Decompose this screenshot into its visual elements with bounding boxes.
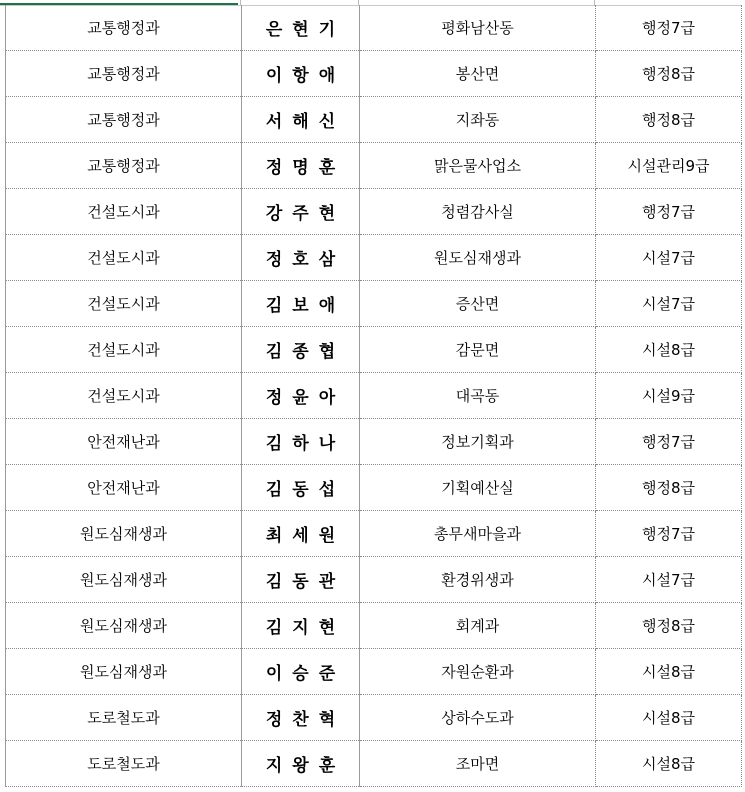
new-assignment-cell[interactable]: 환경위생과 [360, 557, 596, 603]
name-cell[interactable]: 김동관 [242, 557, 360, 603]
department-cell[interactable]: 건설도시과 [6, 235, 242, 281]
new-assignment-cell[interactable]: 맑은물사업소 [360, 143, 596, 189]
department-cell[interactable]: 교통행정과 [6, 51, 242, 97]
name-cell[interactable]: 김보애 [242, 281, 360, 327]
grade-cell[interactable]: 행정7급 [596, 419, 742, 465]
grade-cell[interactable]: 시설7급 [596, 557, 742, 603]
name-cell[interactable]: 지왕훈 [242, 741, 360, 787]
table-row [6, 5, 742, 51]
name-cell[interactable]: 정찬혁 [242, 695, 360, 741]
name-cell[interactable]: 김동섭 [242, 465, 360, 511]
grade-cell[interactable]: 시설8급 [596, 741, 742, 787]
table-row [6, 235, 742, 281]
department-cell[interactable]: 도로철도과 [6, 695, 242, 741]
grade-cell[interactable]: 행정8급 [596, 603, 742, 649]
department-cell[interactable]: 원도심재생과 [6, 649, 242, 695]
department-cell[interactable]: 원도심재생과 [6, 557, 242, 603]
new-assignment-cell[interactable]: 청렴감사실 [360, 189, 596, 235]
grade-cell[interactable]: 행정8급 [596, 465, 742, 511]
grade-cell[interactable]: 시설8급 [596, 327, 742, 373]
name-cell[interactable]: 정호삼 [242, 235, 360, 281]
name-cell[interactable]: 서해신 [242, 97, 360, 143]
grade-cell[interactable]: 행정8급 [596, 51, 742, 97]
personnel-table [5, 5, 742, 787]
department-cell[interactable]: 건설도시과 [6, 281, 242, 327]
department-cell[interactable]: 교통행정과 [6, 143, 242, 189]
table-row [6, 143, 742, 189]
department-cell[interactable]: 교통행정과 [6, 97, 242, 143]
new-assignment-cell[interactable]: 총무새마을과 [360, 511, 596, 557]
grade-cell[interactable]: 시설7급 [596, 235, 742, 281]
grade-cell[interactable]: 시설8급 [596, 695, 742, 741]
department-cell[interactable]: 원도심재생과 [6, 603, 242, 649]
grade-cell[interactable]: 행정7급 [596, 189, 742, 235]
table-row [6, 51, 742, 97]
table-row [6, 511, 742, 557]
table-row [6, 649, 742, 695]
new-assignment-cell[interactable]: 정보기획과 [360, 419, 596, 465]
grade-cell[interactable]: 시설8급 [596, 649, 742, 695]
name-cell[interactable]: 은현기 [242, 5, 360, 51]
name-cell[interactable]: 김하나 [242, 419, 360, 465]
department-cell[interactable]: 건설도시과 [6, 373, 242, 419]
new-assignment-cell[interactable]: 원도심재생과 [360, 235, 596, 281]
department-cell[interactable]: 안전재난과 [6, 419, 242, 465]
new-assignment-cell[interactable]: 상하수도과 [360, 695, 596, 741]
table-row [6, 557, 742, 603]
grade-cell[interactable]: 행정7급 [596, 5, 742, 51]
grade-cell[interactable]: 시설7급 [596, 281, 742, 327]
new-assignment-cell[interactable]: 증산면 [360, 281, 596, 327]
table-row [6, 281, 742, 327]
name-cell[interactable]: 김종협 [242, 327, 360, 373]
new-assignment-cell[interactable]: 대곡동 [360, 373, 596, 419]
new-assignment-cell[interactable]: 회계과 [360, 603, 596, 649]
new-assignment-cell[interactable]: 기획예산실 [360, 465, 596, 511]
grade-cell[interactable]: 행정8급 [596, 97, 742, 143]
department-cell[interactable]: 도로철도과 [6, 741, 242, 787]
department-cell[interactable]: 건설도시과 [6, 327, 242, 373]
new-assignment-cell[interactable]: 봉산면 [360, 51, 596, 97]
table-row [6, 741, 742, 787]
new-assignment-cell[interactable]: 지좌동 [360, 97, 596, 143]
grade-cell[interactable]: 행정7급 [596, 511, 742, 557]
table-row [6, 373, 742, 419]
table-row [6, 327, 742, 373]
name-cell[interactable]: 이항애 [242, 51, 360, 97]
department-cell[interactable]: 원도심재생과 [6, 511, 242, 557]
table-row [6, 97, 742, 143]
name-cell[interactable]: 이승준 [242, 649, 360, 695]
table-row [6, 695, 742, 741]
new-assignment-cell[interactable]: 평화남산동 [360, 5, 596, 51]
new-assignment-cell[interactable]: 조마면 [360, 741, 596, 787]
table-row [6, 419, 742, 465]
table-row [6, 189, 742, 235]
table-row [6, 603, 742, 649]
name-cell[interactable]: 정윤아 [242, 373, 360, 419]
department-cell[interactable]: 안전재난과 [6, 465, 242, 511]
name-cell[interactable]: 김지현 [242, 603, 360, 649]
grade-cell[interactable]: 시설9급 [596, 373, 742, 419]
name-cell[interactable]: 강주현 [242, 189, 360, 235]
name-cell[interactable]: 정명훈 [242, 143, 360, 189]
department-cell[interactable]: 교통행정과 [6, 5, 242, 51]
new-assignment-cell[interactable]: 자원순환과 [360, 649, 596, 695]
name-cell[interactable]: 최세원 [242, 511, 360, 557]
department-cell[interactable]: 건설도시과 [6, 189, 242, 235]
new-assignment-cell[interactable]: 감문면 [360, 327, 596, 373]
grade-cell[interactable]: 시설관리9급 [596, 143, 742, 189]
table-row [6, 465, 742, 511]
